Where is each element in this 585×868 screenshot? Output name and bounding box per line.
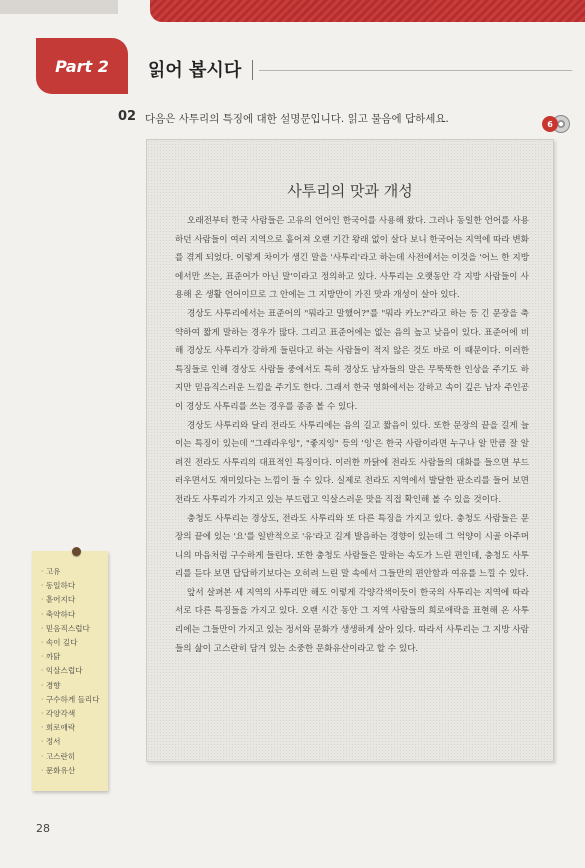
audio-track-badge: 6 — [542, 116, 558, 132]
vocab-item: · 익살스럽다 — [41, 664, 108, 678]
vocab-item: · 고유 — [41, 565, 108, 579]
reading-paragraph: 경상도 사투리에서는 표준어의 "뭐라고 말했어?"를 "뭐라 카노?"라고 하는 등 긴 문장을 축약하여 짧게 말하는 경우가 많다. 그리고 표준어에는 없는 음의 높고 낮음이 있다. 표준어에 비해 경상도 사투리가 강하게 들린다고 하는 사람들이 적지 않은 것도 바로 이 때문이다. 이러한 특징들로 인해 경상도 사람들 중에서도 특히 경상도 남자들의 말은 무뚝뚝한 인상을 주기도 하지만 믿음직스러운 느낌을 주기도 한다. 그래서 한국 영화에서는 강하고 속이 깊은 남자 주인공이 경상도 사투리를 쓰는 경우를 종종 볼 수 있다. — [175, 308, 529, 412]
question-number: 02 — [118, 109, 137, 124]
reading-paragraph: 충청도 사투리는 경상도, 전라도 사투리와 또 다른 특징을 가지고 있다. 충청도 사람들은 문장의 끝에 있는 '요'를 일반적으로 '유'라고 길게 발음하는 경향이 있는데 그 억양이 시골 아주머니의 마음처럼 구수하게 들린다. 또한 충청도 사람들은 말하는 속도가 느린 편인데, 충청도 사투리를 듣다 보면 답답하기보다는 오히려 느린 말 속에서 그들만의 편안함과 여유를 느낄 수 있다. — [175, 513, 529, 580]
question-instruction: 다음은 사투리의 특징에 대한 설명문입니다. 읽고 물음에 답하세요. — [145, 113, 449, 125]
part-label: Part 2 — [55, 56, 109, 76]
vocab-item: · 축약하다 — [41, 608, 108, 622]
vocab-item: · 경향 — [41, 679, 108, 693]
pushpin-icon — [72, 547, 81, 556]
vocab-item: · 각양각색 — [41, 707, 108, 721]
vocab-item: · 고스란히 — [41, 750, 108, 764]
reading-passage-box — [146, 139, 554, 762]
reading-paragraph: 오래전부터 한국 사람들은 고유의 언어인 한국어를 사용해 왔다. 그러나 동일한 언어를 사용하던 사람들이 여러 지역으로 흩어져 오랜 기간 왕래 없이 살다 보니 한국어는 지역에 따라 변화를 겪게 되었다. 이렇게 차이가 생긴 말을 '사투리'라고 하는데 사전에서는 이것을 '어느 한 지방에서만 쓰는, 표준어가 아닌 말'이라고 정의하고 있다. 사투리는 오랫동안 각 지방 사람들이 사용해 온 생활 언어이므로 그 안에는 그 지방만이 가진 맛과 개성이 살아 있다. — [175, 216, 529, 301]
reading-body — [175, 212, 529, 658]
top-decorative-band-right — [150, 0, 585, 22]
page-number: 28 — [36, 822, 50, 835]
vocabulary-sticky-note — [32, 551, 108, 791]
part-label-tab — [36, 38, 128, 94]
reading-title: 사투리의 맛과 개성 — [287, 182, 413, 200]
vocab-item: · 동일하다 — [41, 579, 108, 593]
section-title: 읽어 봅시다 — [148, 60, 242, 81]
vocab-item: · 희로애락 — [41, 721, 108, 735]
audio-cd-icon — [542, 114, 570, 134]
vocab-item: · 문화유산 — [41, 764, 108, 778]
title-divider — [252, 60, 572, 80]
reading-paragraph: 경상도 사투리와 달리 전라도 사투리에는 음의 길고 짧음이 있다. 또한 문장의 끝을 길게 늘이는 특징이 있는데 "그래라우잉", "좋지잉" 등의 '잉'은 한국 사람이라면 누구나 알 만큼 잘 알려진 전라도 사투리의 대표적인 특징이다. 이러한 까닭에 전라도 사람들의 대화를 들으면 부드러우면서도 재미있다는 느낌이 들 수 있다. 실제로 전라도 지역에서 발달한 판소리를 들어 보면 전라도 사투리가 가지고 있는 부드럽고 익살스러운 맛을 직접 확인해 볼 수 있을 것이다. — [175, 420, 529, 505]
vocab-item: · 까닭 — [41, 650, 108, 664]
top-decorative-band-left — [0, 0, 118, 14]
vocabulary-list — [41, 565, 108, 778]
vocab-item: · 구수하게 들리다 — [41, 693, 108, 707]
reading-paragraph: 앞서 살펴본 세 지역의 사투리만 해도 이렇게 각양각색이듯이 한국의 사투리는 지역에 따라 서로 다른 특징들을 가지고 있다. 오랜 시간 동안 그 지역 사람들의 희로애락을 표현해 온 사투리에는 그들만이 가지고 있는 정서와 문화가 생생하게 살아 있다. 따라서 사투리는 그 지방 사람들의 삶이 고스란히 담겨 있는 소중한 문화유산이라고 할 수 있다. — [175, 587, 529, 654]
vocab-item: · 흩어지다 — [41, 593, 108, 607]
vocab-item: · 정서 — [41, 735, 108, 749]
vocab-item: · 속이 깊다 — [41, 636, 108, 650]
vocab-item: · 믿음직스럽다 — [41, 622, 108, 636]
